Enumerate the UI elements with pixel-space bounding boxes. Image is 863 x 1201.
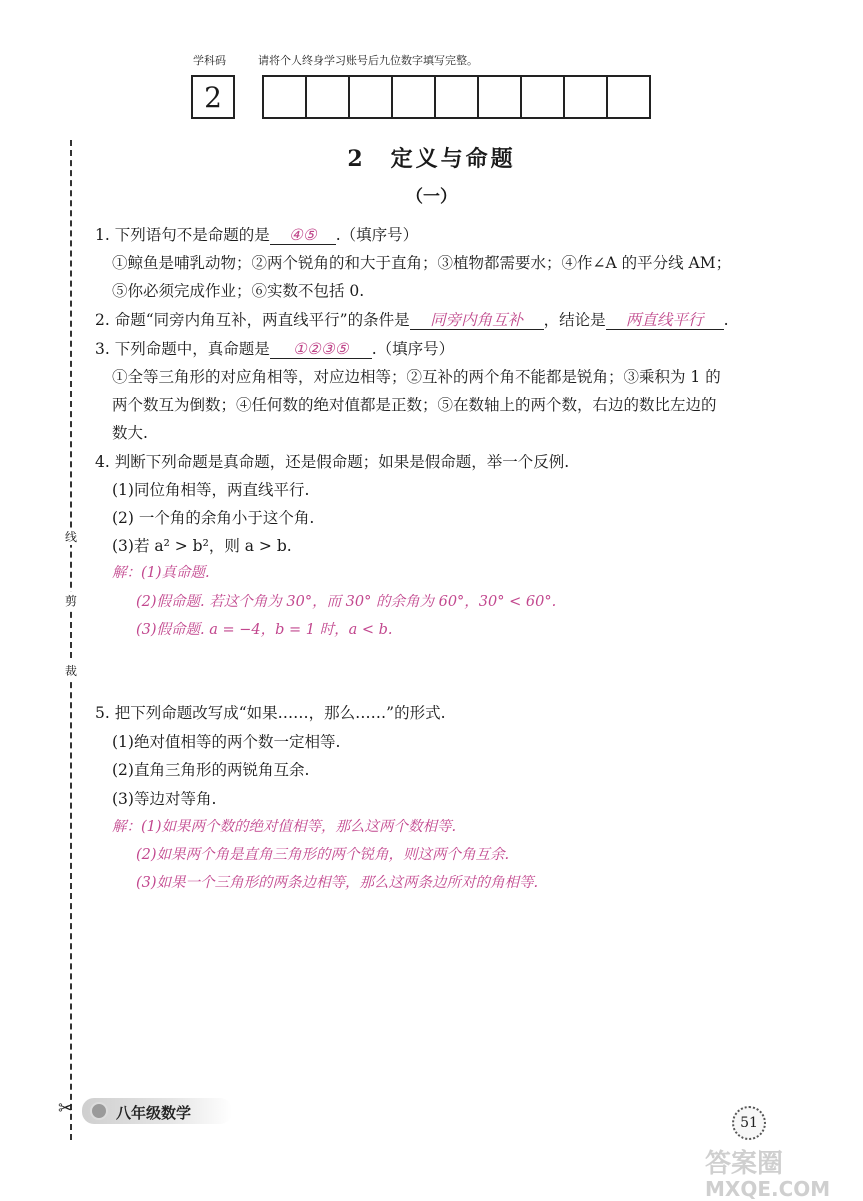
account-digit-box-2[interactable]	[305, 75, 350, 119]
q1-stem	[95, 228, 418, 245]
section-subtitle: （一）	[406, 187, 457, 207]
q2-condition-blank[interactable]: 同旁内角互补	[410, 313, 544, 330]
q3-answer-blank[interactable]: ①②③⑤	[270, 342, 372, 359]
q4-solution-2: (2)假命题. 若这个角为 30°，而 30° 的余角为 60°，30° < 60°.	[136, 594, 557, 610]
q4-item-1: (1)同位角相等，两直线平行.	[112, 481, 310, 499]
cut-line	[70, 140, 72, 1140]
q4-solution-3: (3)假命题. a = −4，b = 1 时，a < b.	[136, 622, 393, 638]
account-digit-box-1[interactable]	[262, 75, 307, 119]
footer-book-title: 八年级数学	[116, 1104, 192, 1122]
q4-item-2: (2) 一个角的余角小于这个角.	[112, 509, 315, 527]
account-digit-box-5[interactable]	[434, 75, 479, 119]
flower-icon	[90, 1102, 108, 1120]
account-digit-box-8[interactable]	[563, 75, 608, 119]
watermark-text	[705, 1150, 830, 1200]
page-number: 51	[732, 1106, 766, 1140]
q5-solution-1: 解：(1)如果两个数的绝对值相等，那么这两个数相等.	[112, 819, 457, 835]
watermark	[705, 1150, 830, 1200]
account-digit-box-4[interactable]	[391, 75, 436, 119]
q4-solution-1: 解：(1)真命题.	[112, 565, 210, 581]
q5-solution-3: (3)如果一个三角形的两条边相等，那么这两条边所对的角相等.	[136, 875, 539, 891]
account-id-boxes	[262, 75, 651, 119]
q5-item-3: (3)等边对等角.	[112, 790, 217, 808]
account-digit-box-3[interactable]	[348, 75, 393, 119]
cut-line-char-jian: 剪	[62, 592, 80, 609]
q1-stem-pre: 1. 下列语句不是命题的是	[95, 226, 270, 244]
q4-item-3: (3)若 a² > b²，则 a > b.	[112, 537, 292, 555]
q5-item-1: (1)绝对值相等的两个数一定相等.	[112, 733, 341, 751]
q1-options-line-2: ⑤你必须完成作业；⑥实数不包括 0.	[112, 282, 365, 300]
q4-stem: 4. 判断下列命题是真命题，还是假命题；如果是假命题，举一个反例.	[95, 453, 570, 471]
subject-code-box[interactable]: 2	[191, 75, 235, 119]
q3-stem-post: .（填序号）	[371, 340, 455, 358]
q5-item-2: (2)直角三角形的两锐角互余.	[112, 761, 310, 779]
account-digit-box-9[interactable]	[606, 75, 651, 119]
q3-options-line-1: ①全等三角形的对应角相等，对应边相等；②互补的两个角不能都是锐角；③乘积为 1 的	[112, 368, 721, 386]
account-instruction: 请将个人终身学习账号后九位数字填写完整。	[258, 54, 478, 67]
q1-stem-post: .（填序号）	[335, 226, 419, 244]
watermark-line-2: MXQE.COM	[705, 1177, 831, 1201]
q2-conclusion-blank[interactable]: 两直线平行	[606, 313, 724, 330]
q1-options-line-1: ①鲸鱼是哺乳动物；②两个锐角的和大于直角；③植物都需要水；④作∠A 的平分线 AM；	[112, 254, 732, 272]
q3-options-line-2: 两个数互为倒数；④任何数的绝对值都是正数；⑤在数轴上的两个数，右边的数比左边的	[112, 396, 717, 414]
q5-stem: 5. 把下列命题改写成“如果……，那么……”的形式.	[95, 704, 446, 722]
subject-code-label: 学科码	[193, 54, 226, 67]
q2-pre: 2. 命题“同旁内角互补，两直线平行”的条件是	[95, 311, 410, 329]
q3-stem-pre: 3. 下列命题中，真命题是	[95, 340, 270, 358]
q2-post: .	[723, 311, 729, 329]
section-title: 2 定义与命题	[347, 146, 516, 172]
cut-line-char-xian: 线	[62, 528, 80, 545]
q3-options-line-3: 数大.	[112, 424, 148, 442]
account-digit-box-6[interactable]	[477, 75, 522, 119]
q2-stem	[95, 313, 729, 330]
watermark-line-1: 答案圈	[705, 1149, 784, 1179]
q2-mid: ，结论是	[543, 311, 606, 329]
scissors-icon: ✂	[58, 1098, 74, 1119]
cut-line-char-cai: 裁	[62, 662, 80, 679]
account-digit-box-7[interactable]	[520, 75, 565, 119]
q1-answer-blank[interactable]: ④⑤	[270, 228, 336, 245]
q5-solution-2: (2)如果两个角是直角三角形的两个锐角，则这两个角互余.	[136, 847, 510, 863]
q3-stem	[95, 342, 454, 359]
